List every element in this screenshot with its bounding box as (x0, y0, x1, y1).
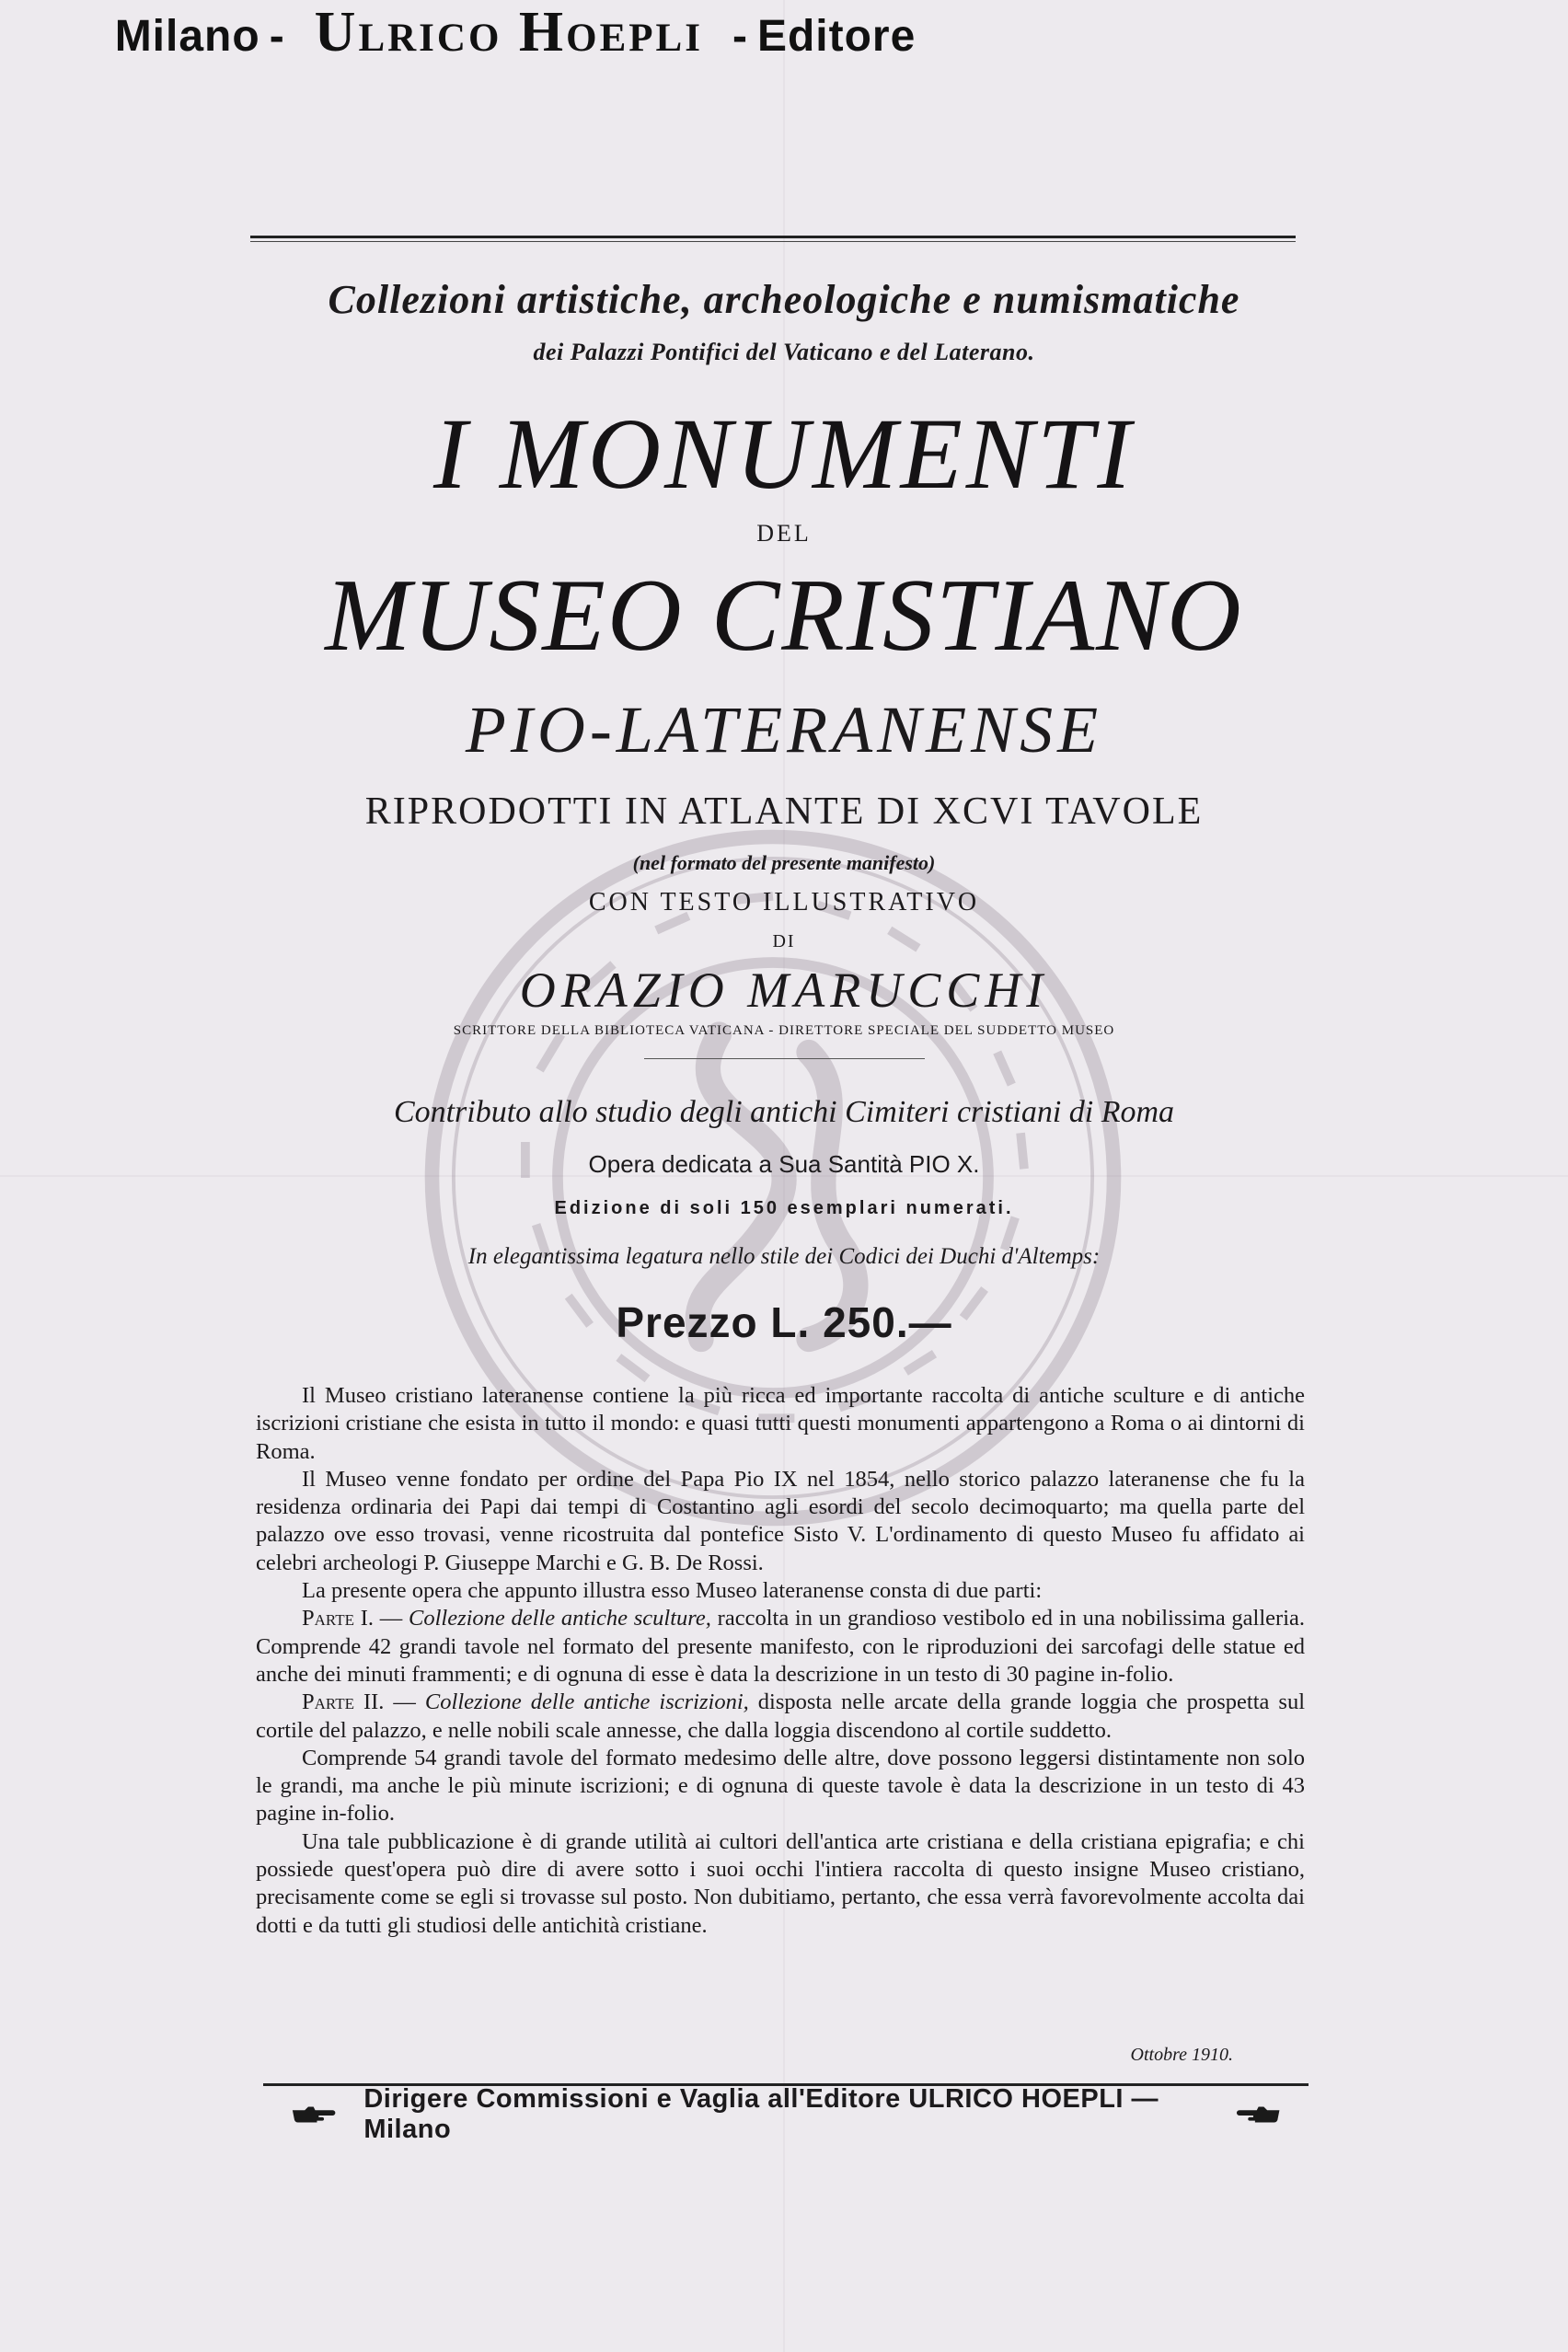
header-publisher: Ulrico Hoepli (314, 1, 703, 63)
divider (644, 1058, 925, 1059)
reproduction-line: RIPRODOTTI IN ATLANTE DI XCVI TAVOLE (364, 790, 1204, 833)
edition-line: Edizione di soli 150 esemplari numerati. (554, 1198, 1014, 1218)
description-text (256, 1382, 1305, 1940)
collection-line-2: dei Palazzi Pontifici del Vaticano e del Laterano. (533, 339, 1035, 365)
collection-line-1: Collezioni artistiche, archeologiche e numismatiche (328, 277, 1240, 322)
dedication-line: Opera dedicata a Sua Santità PIO X. (588, 1150, 980, 1178)
price: Prezzo L. 250.— (616, 1298, 952, 1346)
header-rule-thin (250, 241, 1296, 242)
part-1-label: Parte I. — (302, 1606, 403, 1631)
paragraph-6: Comprende 54 grandi tavole del formato medesimo delle altre, dove possono leggersi distintamente non solo le grandi, ma anche le più minute iscrizioni; e di ognuna di queste tavole è data la descrizione in un testo di 43 pagine in-folio. (256, 1745, 1305, 1827)
museum-title: MUSEO CRISTIANO (325, 559, 1243, 673)
publication-date: Ottobre 1910. (1130, 2045, 1233, 2065)
part-2-title: Collezione delle antiche iscrizioni, (424, 1689, 749, 1715)
header-dash-2: - (732, 12, 748, 61)
museum-subtitle: PIO-LATERANENSE (465, 693, 1103, 767)
contribution-line: Contributo allo studio degli antichi Cimiteri cristiani di Roma (393, 1095, 1175, 1129)
paragraph-1: Il Museo cristiano lateranense contiene la più ricca ed importante raccolta di antiche sculture e di antiche iscrizioni cristiane che esista in tutto il mondo: e quasi tutti questi monumenti appartengono a Roma o ai dintorni di Roma. (256, 1383, 1305, 1464)
author-role: SCRITTORE DELLA BIBLIOTECA VATICANA - DIRETTORE SPECIALE DEL SUDDETTO MUSEO (453, 1023, 1115, 1038)
title-connector: DEL (756, 520, 812, 547)
header-role: Editore (756, 12, 917, 61)
text-note: CON TESTO ILLUSTRATIVO (588, 888, 980, 917)
footer (263, 2084, 1309, 2144)
main-title: I MONUMENTI (432, 398, 1135, 510)
by-label: DI (772, 931, 796, 951)
part-2-text: disposta nelle arcate della grande loggia che prospetta sul cortile del palazzo, e nelle nobili scale annesse, che dalla loggia discendono al cortile suddetto. (256, 1689, 1306, 1743)
part-1-text: raccolta in un grandioso vestibolo ed in una nobilissima galleria. Comprende 42 grandi tavole nel formato del presente manifesto, con le riproduzioni dei sarcofagi delle statue ed anche dei minuti frammenti; e di ognuna di esse è data la descrizione in un testo di 30 pagine in-folio. (256, 1606, 1306, 1687)
header-dash-1: - (269, 12, 285, 61)
pointing-hand-left-icon (1236, 2103, 1281, 2127)
pointing-hand-right-icon (291, 2103, 336, 2127)
paragraph-3: La presente opera che appunto illustra esso Museo lateranense consta di due parti: (302, 1578, 1043, 1604)
author-name: ORAZIO MARUCCHI (519, 963, 1049, 1018)
header-rule (250, 236, 1296, 238)
publisher-header (0, 0, 1031, 64)
paragraph-2: Il Museo venne fondato per ordine del Papa Pio IX nel 1854, nello storico palazzo lateranense che fu la residenza ordinaria dei Papi dai tempi di Costantino agli esordi del secolo decimoquarto; ma quella parte del palazzo ove esso trovasi, venne ricostruita dal pontefice Sisto V. L'ordinamento di questo Museo fu affidato ai celebri archeologi P. Giuseppe Marchi e G. B. De Rossi. (256, 1466, 1305, 1575)
binding-line: In elegantissima legatura nello stile dei Codici dei Duchi d'Altemps: (467, 1244, 1101, 1269)
header-city: Milano (114, 12, 260, 61)
format-note: (nel formato del presente manifesto) (632, 851, 936, 874)
paragraph-part-1 (256, 1605, 1305, 1689)
paragraph-part-2 (256, 1689, 1305, 1745)
part-1-title: Collezione delle antiche sculture, (409, 1606, 711, 1631)
footer-text: Dirigere Commissioni e Vaglia all'Editore ULRICO HOEPLI — Milano (363, 2084, 1159, 2144)
part-2-label: Parte II. — (302, 1689, 416, 1715)
paragraph-7: Una tale pubblicazione è di grande utilità ai cultori dell'antica arte cristiana e della cristiana epigrafia; e chi possiede quest'opera può dire di avere sotto i suoi occhi l'intiera raccolta di questo insigne Museo cristiano, precisamente come se egli si trovasse sul posto. Non dubitiamo, pertanto, che essa verrà favorevolmente accolta dai dotti e da tutti gli studiosi delle antichità cristiane. (256, 1828, 1305, 1938)
